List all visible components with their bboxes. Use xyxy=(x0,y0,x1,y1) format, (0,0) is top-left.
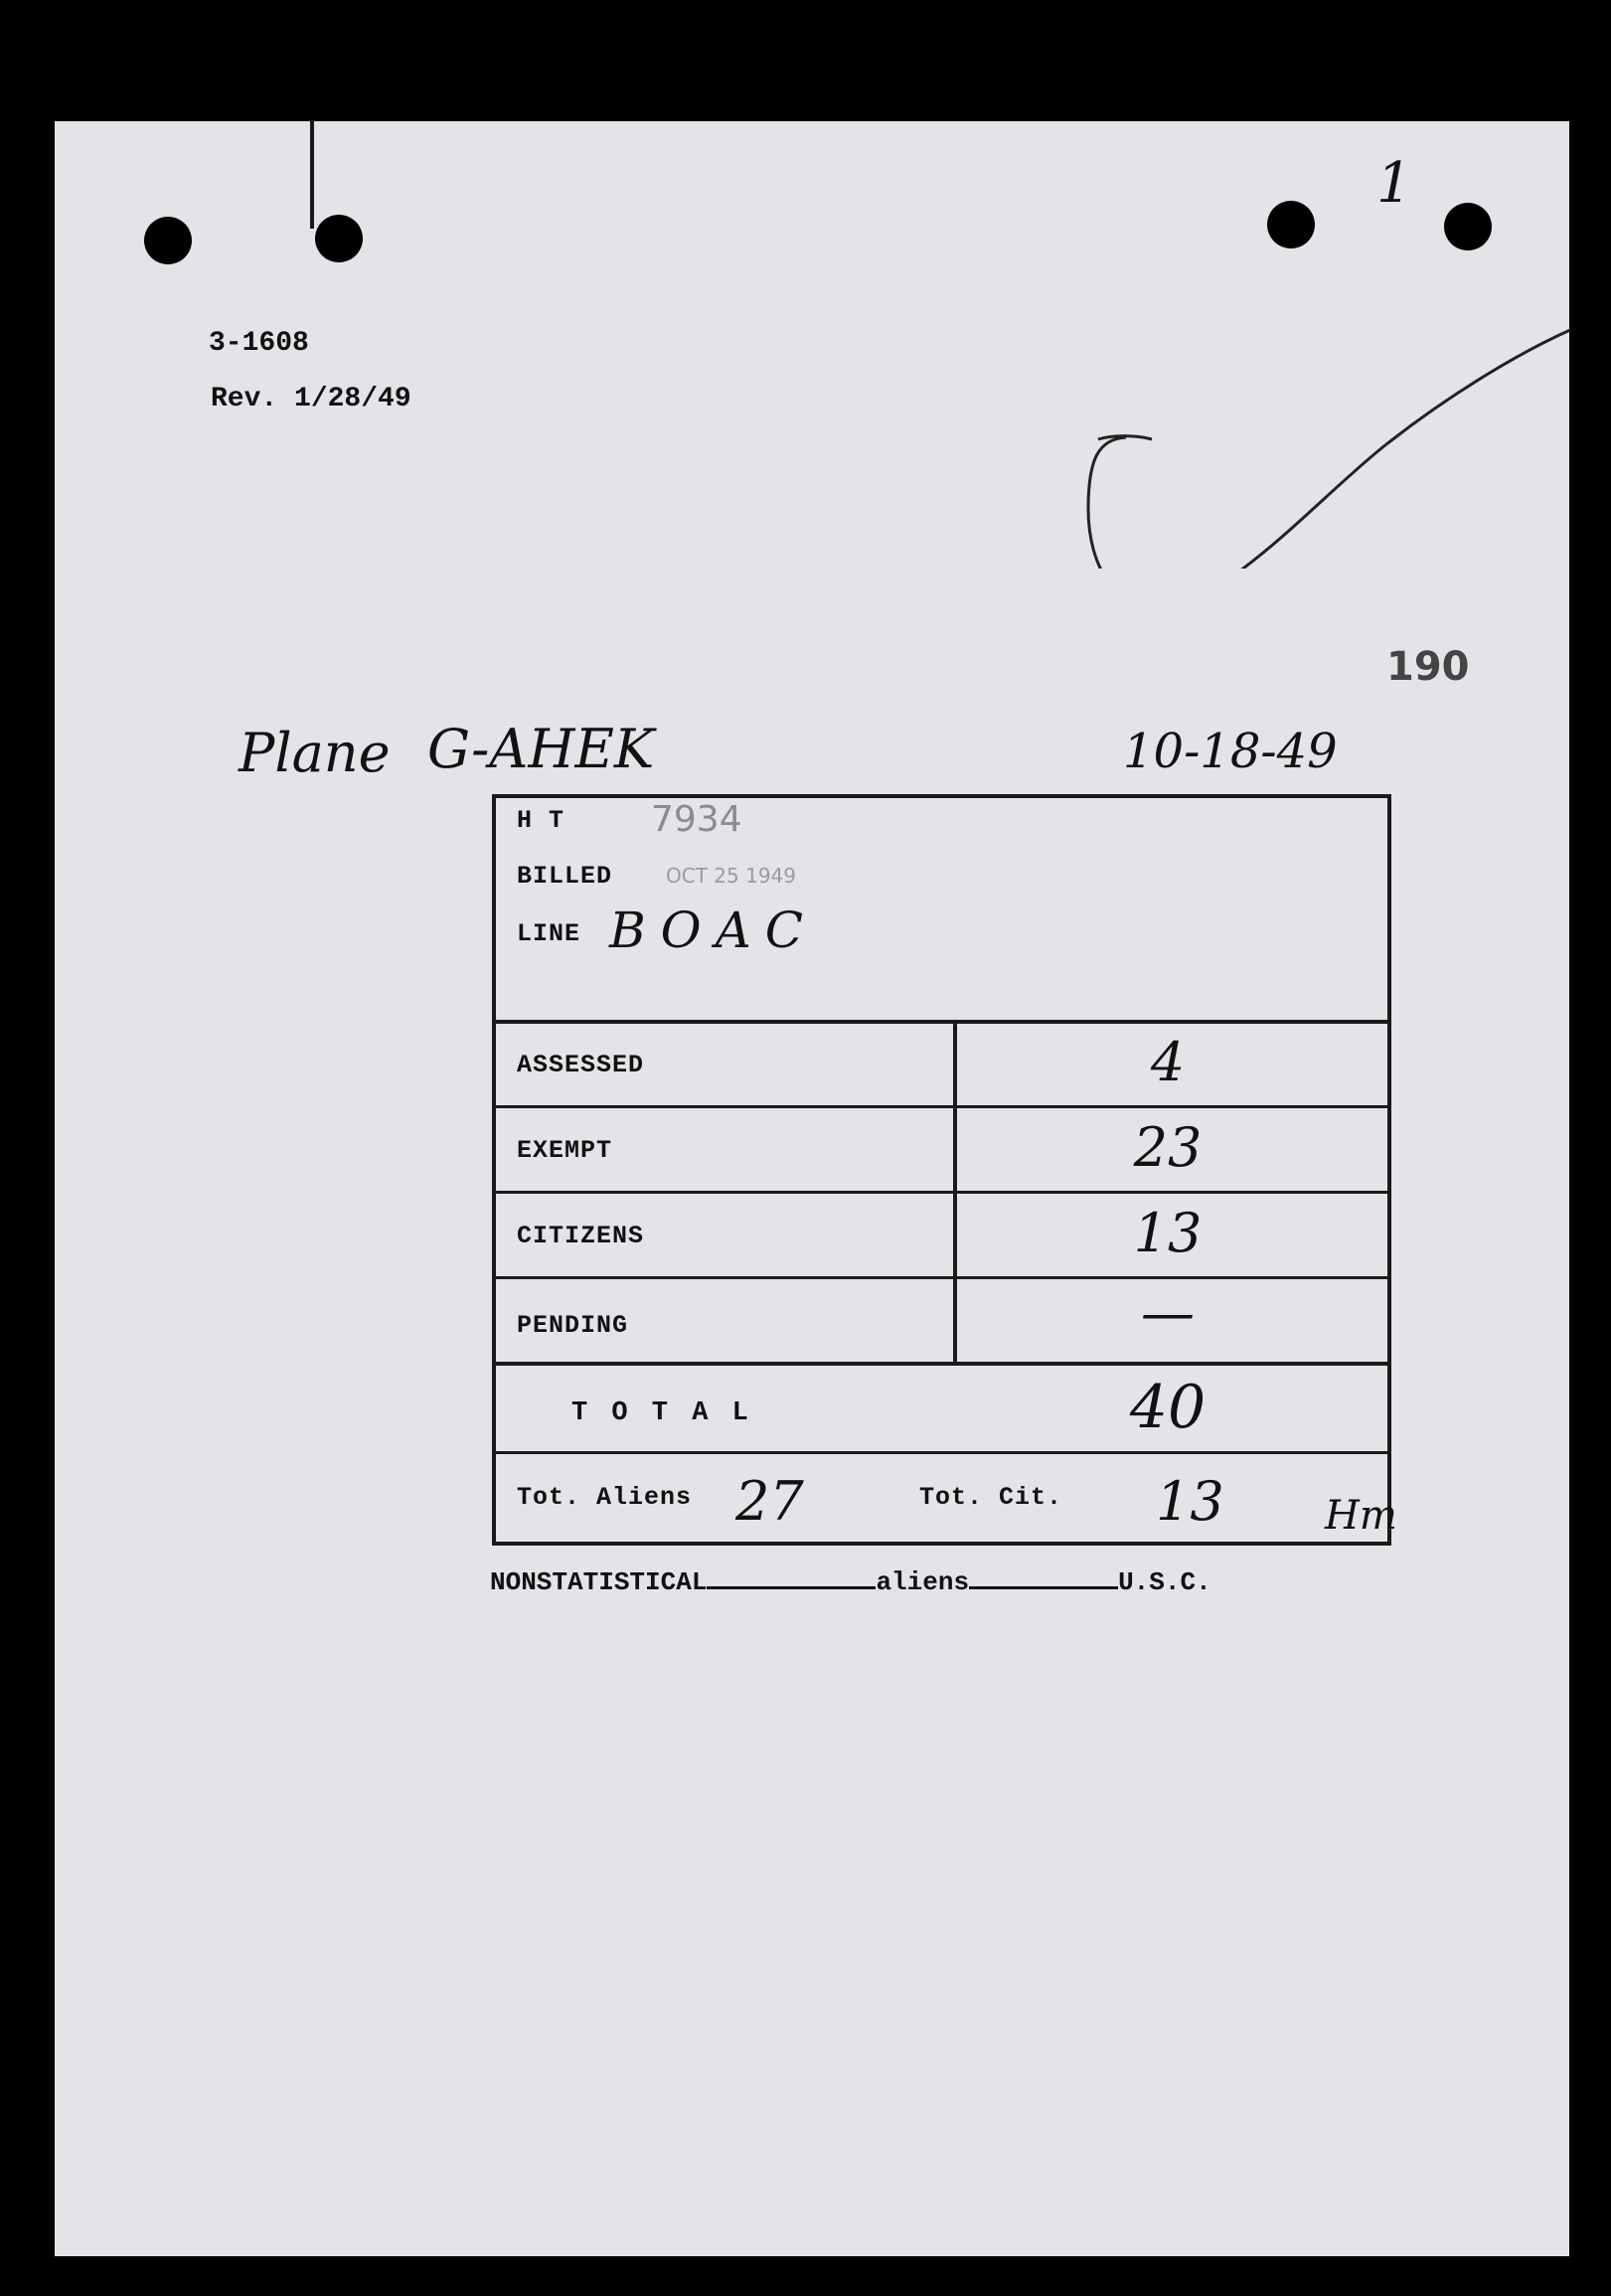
form-table xyxy=(492,794,1391,1546)
form-number: 3-1608 xyxy=(209,328,309,359)
total-citizens-value: 13 xyxy=(1156,1470,1224,1533)
usc-label: U.S.C. xyxy=(1118,1567,1211,1597)
airline-name: BOAC xyxy=(609,902,818,959)
assessed-value: 4 xyxy=(1150,1031,1186,1093)
plane-label: Plane xyxy=(239,722,391,784)
citizens-value: 13 xyxy=(1133,1202,1203,1264)
ht-label: H T xyxy=(517,806,565,835)
aliens-blank xyxy=(969,1586,1118,1589)
exempt-label: EXEMPT xyxy=(517,1136,613,1165)
total-value: 40 xyxy=(1129,1373,1207,1442)
billed-label: BILLED xyxy=(517,862,613,891)
ht-number: 7934 xyxy=(651,799,742,840)
billed-date-stamp: OCT 25 1949 xyxy=(666,864,796,888)
punch-hole-right-1 xyxy=(1267,201,1315,248)
pending-value: — xyxy=(1141,1281,1195,1344)
citizens-label: CITIZENS xyxy=(517,1222,645,1250)
nonstatistical-blank xyxy=(707,1586,876,1589)
total-citizens-label: Tot. Cit. xyxy=(919,1483,1063,1512)
punch-hole-left-2 xyxy=(315,215,363,262)
paper-tear-mark xyxy=(310,121,314,229)
punch-hole-left-1 xyxy=(144,217,192,264)
assessed-label: ASSESSED xyxy=(517,1051,645,1079)
inspector-initials: Hm xyxy=(1325,1493,1397,1539)
check-mark-icon xyxy=(1058,270,1575,569)
corner-mark: 1 xyxy=(1376,151,1412,216)
document-page xyxy=(55,121,1569,2256)
total-label: T O T A L xyxy=(571,1398,752,1428)
page-number: 190 xyxy=(1386,644,1470,690)
line-label: LINE xyxy=(517,919,581,948)
aliens-label: aliens xyxy=(876,1567,970,1597)
total-aliens-label: Tot. Aliens xyxy=(517,1483,693,1512)
plane-registration: G-AHEK xyxy=(427,718,655,780)
punch-hole-right-2 xyxy=(1444,203,1492,250)
pending-label: PENDING xyxy=(517,1311,629,1333)
nonstatistical-label: NONSTATISTICAL xyxy=(490,1567,708,1597)
exempt-value: 23 xyxy=(1133,1116,1203,1179)
date: 10-18-49 xyxy=(1123,724,1338,779)
form-revision: Rev. 1/28/49 xyxy=(211,384,411,414)
total-aliens-value: 27 xyxy=(735,1470,804,1533)
footer-line xyxy=(490,1567,1211,1597)
